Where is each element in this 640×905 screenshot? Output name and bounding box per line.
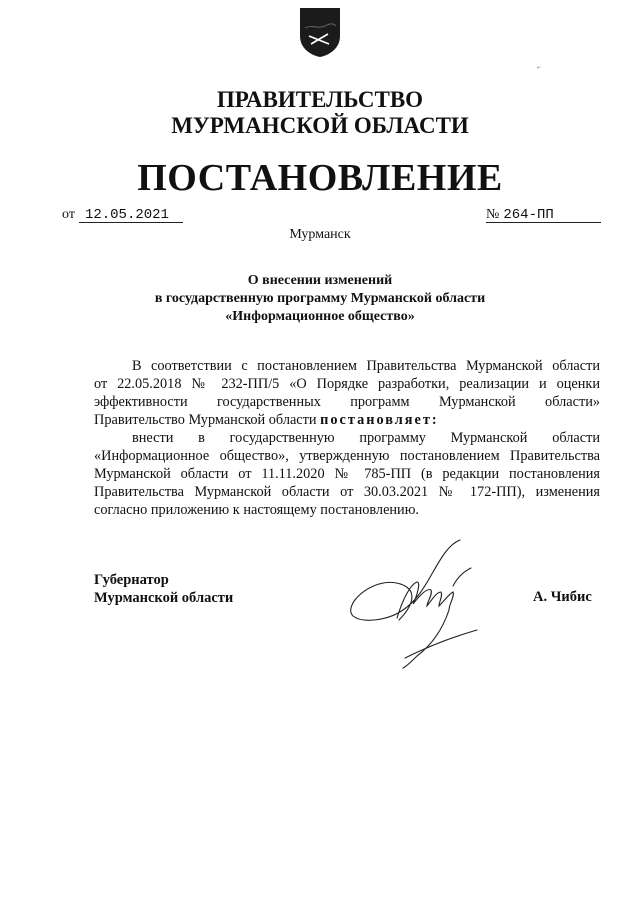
body-line: внести в государственную программу Мурманской области xyxy=(132,430,600,446)
body-line: Правительства Мурманской области от 30.03.2021 № 172-ПП), изменения xyxy=(94,484,600,500)
body-line-decree xyxy=(94,412,600,430)
org-name-line1: ПРАВИТЕЛЬСТВО xyxy=(216,87,424,112)
date-row xyxy=(62,205,183,223)
body-line: В соответствии с постановлением Правительства Мурманской области xyxy=(132,358,600,374)
number-row xyxy=(486,205,601,223)
body-line: Правительство Мурманской области xyxy=(94,412,317,428)
body-line: от 22.05.2018 № 232-ПП/5 «О Порядке разработки, реализации и оценки xyxy=(94,376,600,392)
document-type-title: ПОСТАНОВЛЕНИЕ xyxy=(137,157,503,199)
coat-of-arms-emblem xyxy=(297,6,343,58)
org-name-line2: МУРМАНСКОЙ ОБЛАСТИ xyxy=(171,113,469,138)
subject-line3: «Информационное общество» xyxy=(225,309,415,324)
body-line: «Информационное общество», утвержденную постановлением Правительства xyxy=(94,448,600,464)
signatory-name: А. Чибис xyxy=(533,589,592,605)
scan-speck xyxy=(537,56,541,59)
date-field: 12.05.2021 xyxy=(79,208,183,223)
subject-line2: в государственную программу Мурманской области xyxy=(154,291,486,306)
body-line: согласно приложению к настоящему постановлению. xyxy=(94,502,419,518)
decree-word: постановляет: xyxy=(320,412,439,428)
subject-line1: О внесении изменений xyxy=(247,273,393,288)
date-prefix: от xyxy=(62,207,75,222)
position-line1: Губернатор xyxy=(94,572,169,588)
number-field: 264-ПП xyxy=(499,208,601,223)
number-prefix: № xyxy=(486,207,500,222)
signatory-position xyxy=(94,571,233,607)
body-line: эффективности государственных программ Мурманской области» xyxy=(94,394,600,410)
position-line2: Мурманской области xyxy=(94,590,234,606)
handwritten-signature xyxy=(345,538,495,670)
body-line: Мурманской области от 11.11.2020 № 785-ПП (в редакции постановления xyxy=(94,466,600,482)
city-name: Мурманск xyxy=(289,227,351,242)
